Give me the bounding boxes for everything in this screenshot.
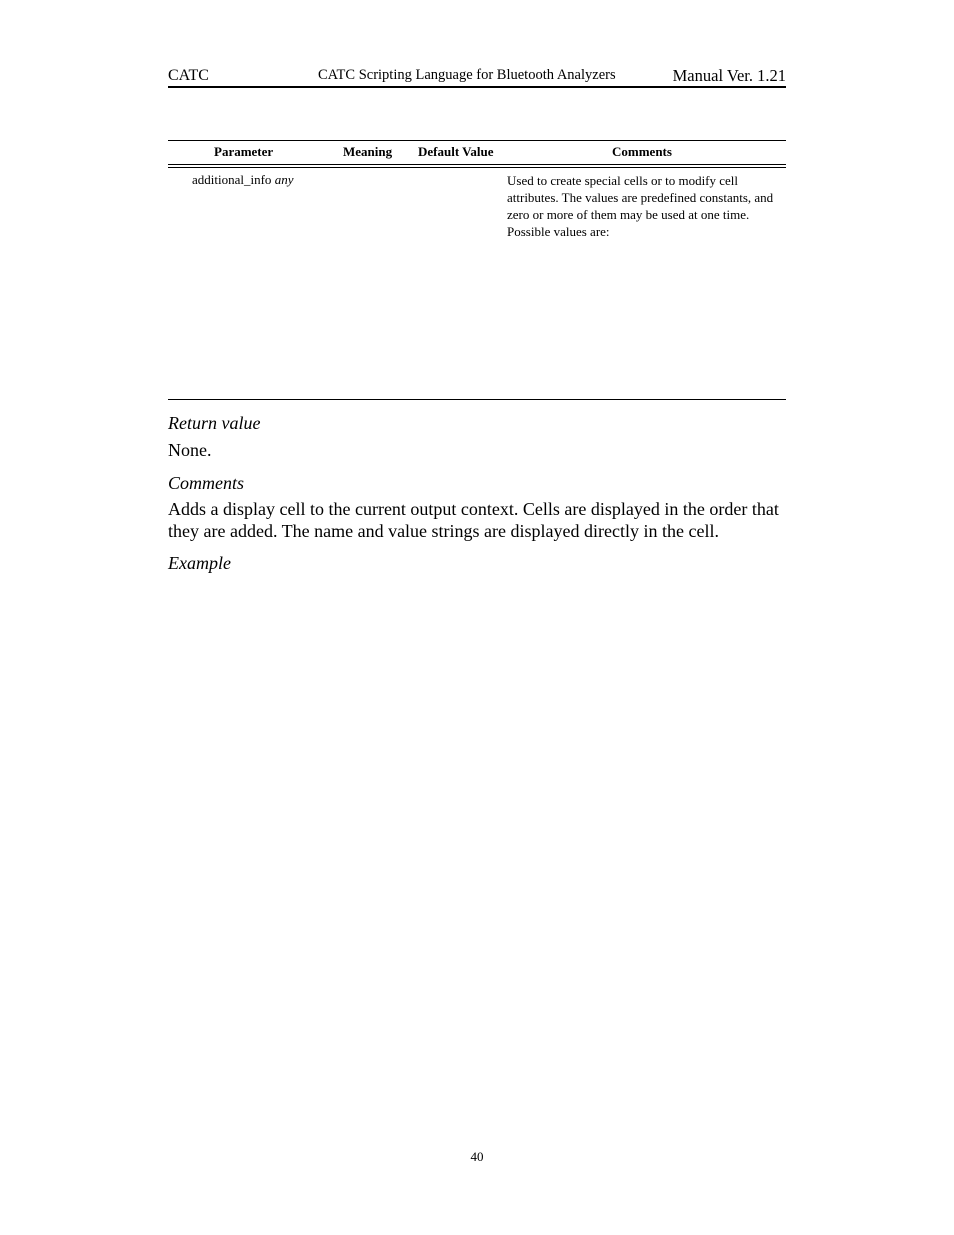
page-number: 40 <box>470 1149 484 1164</box>
column-header-parameter: Parameter <box>214 144 274 159</box>
comments-text: Adds a display cell to the current output context. Cells are displayed in the order that they are added. The name and value strings are displayed directly in the cell. <box>168 499 779 541</box>
column-header-meaning: Meaning <box>343 144 393 159</box>
return-value-heading: Return value <box>168 413 261 433</box>
parameter-name: additional_info <box>192 172 272 187</box>
column-header-comments: Comments <box>612 144 672 159</box>
table-bottom-rule <box>168 399 786 400</box>
table-row <box>168 168 786 399</box>
page-header <box>168 62 786 88</box>
example-heading: Example <box>168 553 231 573</box>
cell-parameter <box>192 172 293 188</box>
return-value-text: None. <box>168 440 212 460</box>
parameter-type: any <box>274 172 294 187</box>
column-header-default-value: Default Value <box>418 144 494 159</box>
table-header-row <box>168 141 786 164</box>
cell-comments: Used to create special cells or to modify cell attributes. The values are predefined constants, and zero or more of them may be used at one time. Possible values are: <box>507 173 774 239</box>
parameter-table <box>168 140 786 400</box>
comments-heading: Comments <box>168 473 244 493</box>
header-version: Manual Ver. 1.21 <box>672 66 786 85</box>
header-left-text: CATC <box>168 67 209 84</box>
header-title: CATC Scripting Language for Bluetooth Analyzers <box>318 67 616 83</box>
